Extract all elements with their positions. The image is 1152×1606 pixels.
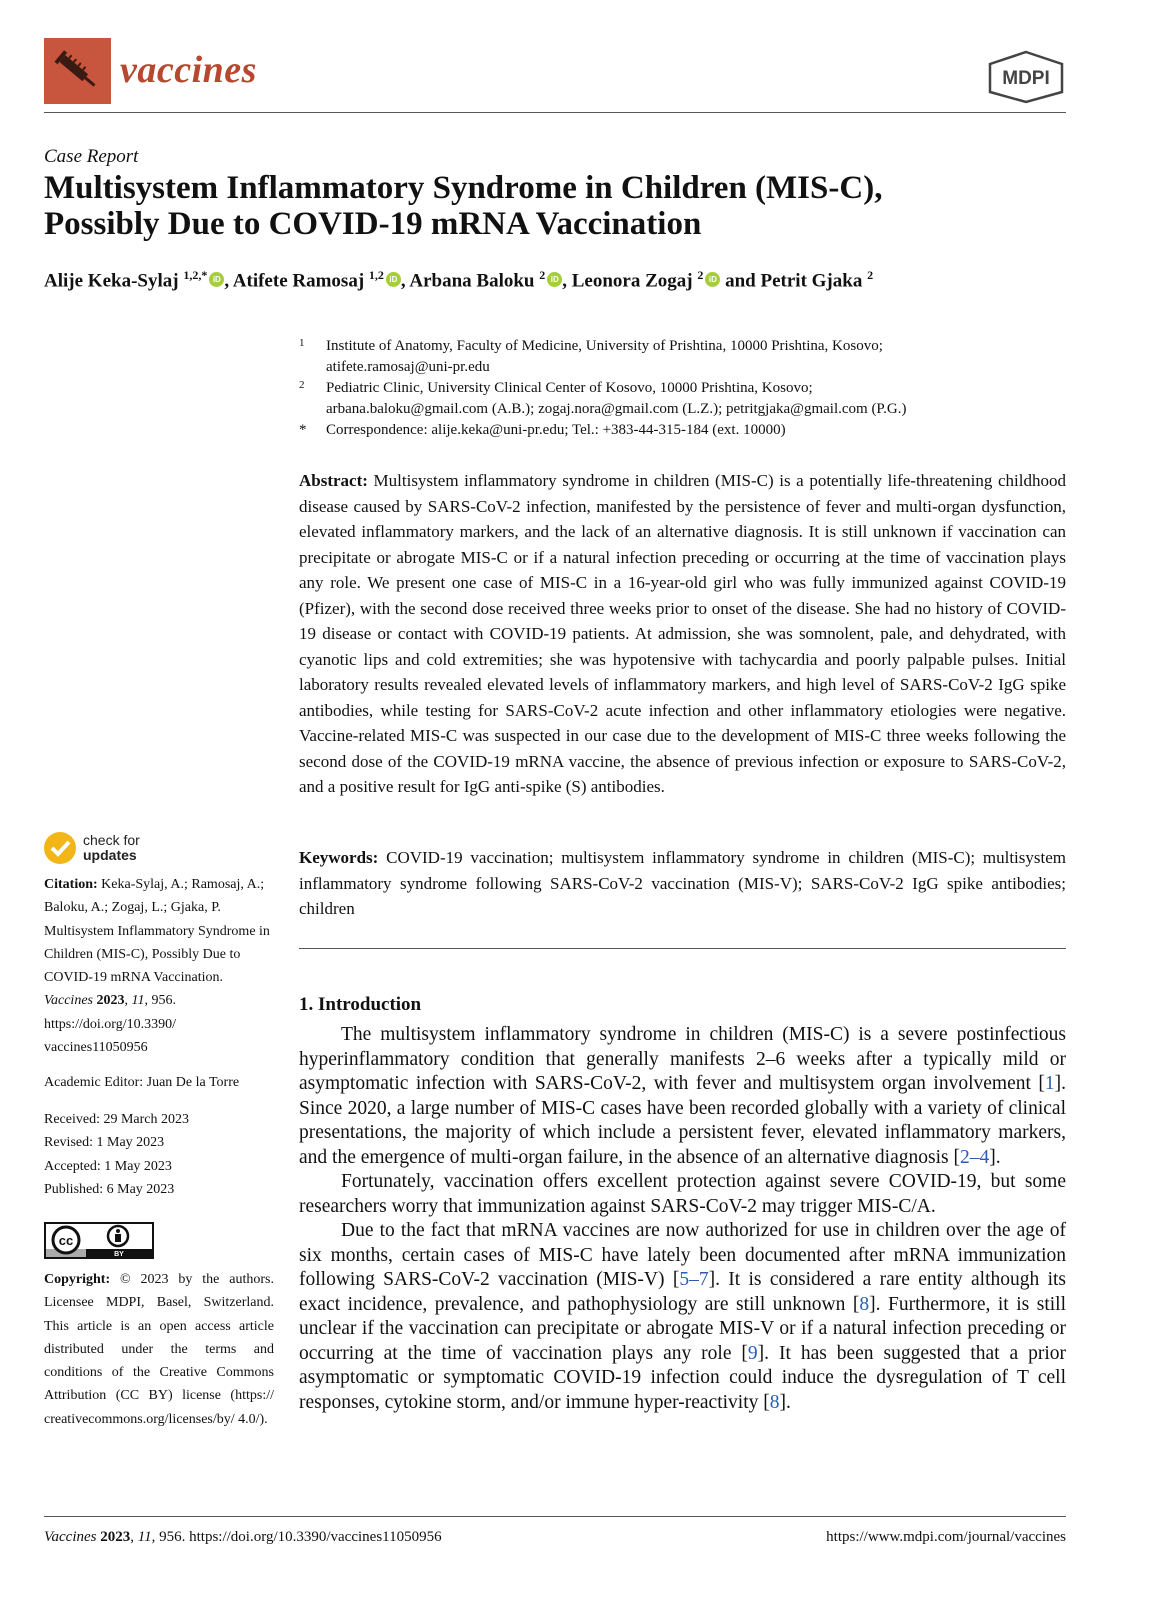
- article-title: Multisystem Inflammatory Syndrome in Children (MIS-C), Possibly Due to COVID-19 mRNA Vaccination: [44, 170, 883, 242]
- paragraph: The multisystem inflammatory syndrome in children (MIS-C) is a severe postinfectious hyperinflammatory condition that generally manifests 2–6 weeks after a typically mild or asymptomatic infection with SARS-CoV-2, with fever and multisystem organ involvement [1]. Since 2020, a large number of MIS-C cases have been recorded globally with a variety of clinical presentations, the majority of which include a persistent fever, elevated inflammatory markers, and the emergence of multi-organ failure, in the absence of an alternative diagnosis [2–4].: [299, 1024, 1066, 1168]
- paragraph: Due to the fact that mRNA vaccines are now authorized for use in children over the age of six months, certain cases of MIS-C have lately been documented after mRNA immunization following SARS-CoV-2 vaccination (MIS-V) [5–7]. It is considered a rare entity although its exact incidence, prevalence, and pathophysiology are still unknown [8]. Furthermore, it is still unclear if the vaccination can precipitate or abrogate MIS-V or if a natural infection preceding or occurring at the time of vaccination plays any role [9]. It has been suggested that a prior asymptomatic or symptomatic COVID-19 infection could induce the dysregulation of T cell responses, cytokine storm, and/or immune hyper-reactivity [8].: [299, 1220, 1066, 1413]
- orcid-icon[interactable]: iD: [209, 272, 224, 287]
- section-title: 1. Introduction: [299, 994, 422, 1015]
- abstract-divider: [299, 948, 1066, 949]
- abstract-text: Multisystem inflammatory syndrome in children (MIS-C) is a potentially life-threatening childhood disease caused by SARS-CoV-2 infection, manifested by the persistence of fever and multi-organ dysfunction, elevated inflammatory markers, and the lack of an alternative diagnosis. It is still unknown if vaccination can precipitate or abrogate MIS-C or if a natural infection preceding or occurring at the time of vaccination plays any role. We present one case of MIS-C in a 16-year-old girl who was fully immunized against COVID-19 (Pfizer), with the second dose received three weeks prior to onset of the disease. She had no history of COVID-19 disease or contact with COVID-19 patients. At admission, she was somnolent, pale, and dehydrated, with cyanotic lips and cold extremities; she was hypotensive with tachycardia and poorly palpable pulses. Initial laboratory results revealed elevated levels of inflammatory markers, and high level of SARS-CoV-2 IgG spike antibodies, while testing for SARS-CoV-2 acute infection and other inflammatory etiologies were negative. Vaccine-related MIS-C was suspected in our case due to the development of MIS-C three weeks following the second dose of the COVID-19 mRNA vaccine, the absence of previous infection or exposure to SARS-CoV-2, and a positive result for IgG anti-spike (S) antibodies.: [299, 471, 1067, 796]
- author-name: Alije Keka-Sylaj: [44, 270, 179, 292]
- journal-logo: [44, 38, 111, 104]
- orcid-icon[interactable]: iD: [547, 272, 562, 287]
- author-list: Alije Keka-Sylaj $^{1,2,*}$ iD , Atifete Ramosaj $^{1,2}$ iD , Arbana Baloku $^2$ iD , Leonora Zogaj $^2$ iD and Petrit Gjaka $^2$: [44, 268, 874, 292]
- citation-link[interactable]: 9: [747, 1342, 758, 1364]
- check-for-updates-icon[interactable]: [44, 832, 76, 864]
- publisher-name: MDPI: [1002, 68, 1050, 89]
- citation-label: Citation:: [44, 877, 98, 892]
- revised-date: Revised: 1 May 2023: [44, 1135, 165, 1150]
- check-for-updates-button[interactable]: check for updates: [83, 832, 140, 863]
- author-name: Leonora Zogaj: [571, 270, 693, 292]
- author-name: Petrit Gjaka: [760, 270, 863, 292]
- published-date: Published: 6 May 2023: [44, 1182, 175, 1197]
- cc-by-license-badge[interactable]: [44, 1222, 154, 1259]
- paragraph: Fortunately, vaccination offers excellent protection against severe COVID-19, but some researchers worry that immunization against SARS-CoV-2 may trigger MIS-C/A.: [299, 1171, 1066, 1217]
- author-name: Arbana Baloku: [409, 270, 535, 292]
- received-date: Received: 29 March 2023: [44, 1112, 190, 1127]
- orcid-icon[interactable]: iD: [705, 272, 720, 287]
- citation-link[interactable]: 1: [1044, 1073, 1055, 1094]
- copyright-label: Copyright:: [44, 1272, 111, 1287]
- footer-divider: [44, 1516, 1066, 1517]
- mdpi-logo[interactable]: [986, 50, 1066, 104]
- academic-editor: Academic Editor: Juan De la Torre: [44, 1075, 240, 1090]
- by-label: BY: [114, 1251, 124, 1257]
- citation-link[interactable]: 8: [769, 1391, 780, 1413]
- article-type: Case Report: [44, 146, 139, 167]
- introduction-body: [299, 1023, 1066, 1415]
- journal-name[interactable]: vaccines: [120, 49, 257, 91]
- citation: Citation: Keka-Sylaj, A.; Ramosaj, A.; Baloku, A.; Zogaj, L.; Gjaka, P. Multisystem Inflammatory Syndrome in Children (MIS-C), Possibly Due to COVID-19 mRNA Vaccination. Vaccines 2023, 11, 956. https://doi.org/10.3390/ vaccines11050956: [44, 877, 270, 1056]
- keywords-text: COVID-19 vaccination; multisystem inflammatory syndrome in children (MIS-C); multisystem inflammatory syndrome following SARS-CoV-2 vaccination (MIS-V); SARS-CoV-2 IgG spike antibodies; children: [299, 848, 1067, 918]
- accepted-date: Accepted: 1 May 2023: [44, 1159, 172, 1174]
- copyright: Copyright: © 2023 by the authors. Licensee MDPI, Basel, Switzerland. This article is an open access article distributed under the terms and conditions of the Creative Commons Attribution (CC BY) license (https:// creativecommons.org/licenses/by/ 4.0/).: [44, 1272, 274, 1427]
- citation-link[interactable]: 2–4: [959, 1146, 990, 1168]
- citation-link[interactable]: 8: [859, 1293, 870, 1315]
- cc-icon: cc: [58, 1233, 74, 1248]
- footer-journal-url[interactable]: https://www.mdpi.com/journal/vaccines: [826, 1529, 1066, 1545]
- abstract-label: Abstract:: [299, 471, 368, 490]
- orcid-icon[interactable]: iD: [386, 272, 401, 287]
- footer-citation: Vaccines 2023, 11, 956. https://doi.org/10.3390/vaccines11050956: [44, 1529, 442, 1545]
- keywords: [299, 845, 1066, 922]
- citation-link[interactable]: 5–7: [679, 1269, 709, 1290]
- abstract: [299, 468, 1066, 800]
- keywords-label: Keywords:: [299, 848, 379, 867]
- author-name: Atifete Ramosaj: [232, 270, 365, 292]
- header-divider: [44, 112, 1066, 113]
- syringe-icon: [50, 43, 106, 99]
